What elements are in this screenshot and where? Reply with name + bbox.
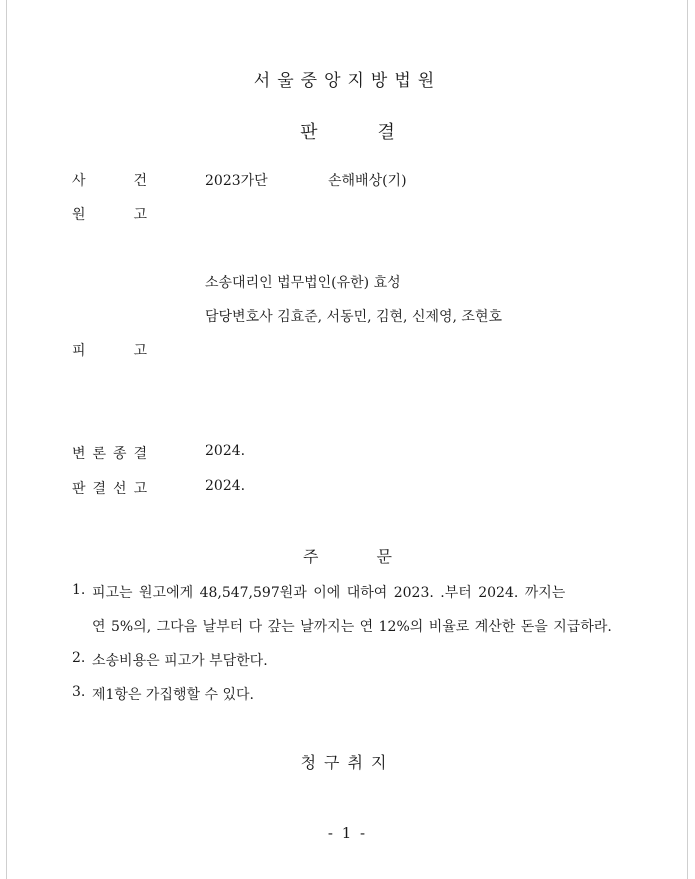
order-item-3-number: 3. bbox=[72, 684, 86, 700]
court-name: 서울중앙지방법원 bbox=[253, 71, 442, 91]
order-heading: 주문 bbox=[303, 547, 450, 566]
order-item-3-text: 제1항은 가집행할 수 있다. bbox=[92, 687, 254, 703]
case-label: 사건 bbox=[72, 173, 196, 189]
closing-argument-date: 2024. bbox=[205, 443, 246, 459]
defendant-label: 피고 bbox=[72, 343, 196, 359]
closing-argument-label: 변론종결 bbox=[72, 446, 155, 462]
judgment-date-label: 판결선고 bbox=[72, 481, 155, 497]
plaintiff-counsel: 소송대리인 법무법인(유한) 효성 bbox=[205, 275, 401, 291]
plaintiff-label: 원고 bbox=[72, 207, 196, 223]
document-title: 판결 bbox=[300, 122, 455, 143]
order-item-1-line2: 연 5%의, 그다음 날부터 다 갚는 날까지는 연 12%의 비율로 계산한 돈을 지급하라. bbox=[92, 619, 612, 635]
order-item-2-number: 2. bbox=[72, 650, 86, 666]
judgment-date: 2024. bbox=[205, 478, 246, 494]
case-number: 2023가단 bbox=[205, 173, 268, 189]
order-item-2-text: 소송비용은 피고가 부담한다. bbox=[92, 653, 268, 669]
claim-heading: 청구취지 bbox=[300, 753, 395, 772]
order-item-1-number: 1. bbox=[72, 582, 86, 598]
page-number: - 1 - bbox=[327, 824, 368, 842]
case-title: 손해배상(기) bbox=[328, 173, 407, 189]
plaintiff-attorneys: 담당변호사 김효준, 서동민, 김현, 신제영, 조현호 bbox=[205, 309, 503, 325]
order-item-1-line1: 피고는 원고에게 48,547,597원과 이에 대하여 2023. .부터 2024. 까지는 bbox=[92, 585, 566, 601]
